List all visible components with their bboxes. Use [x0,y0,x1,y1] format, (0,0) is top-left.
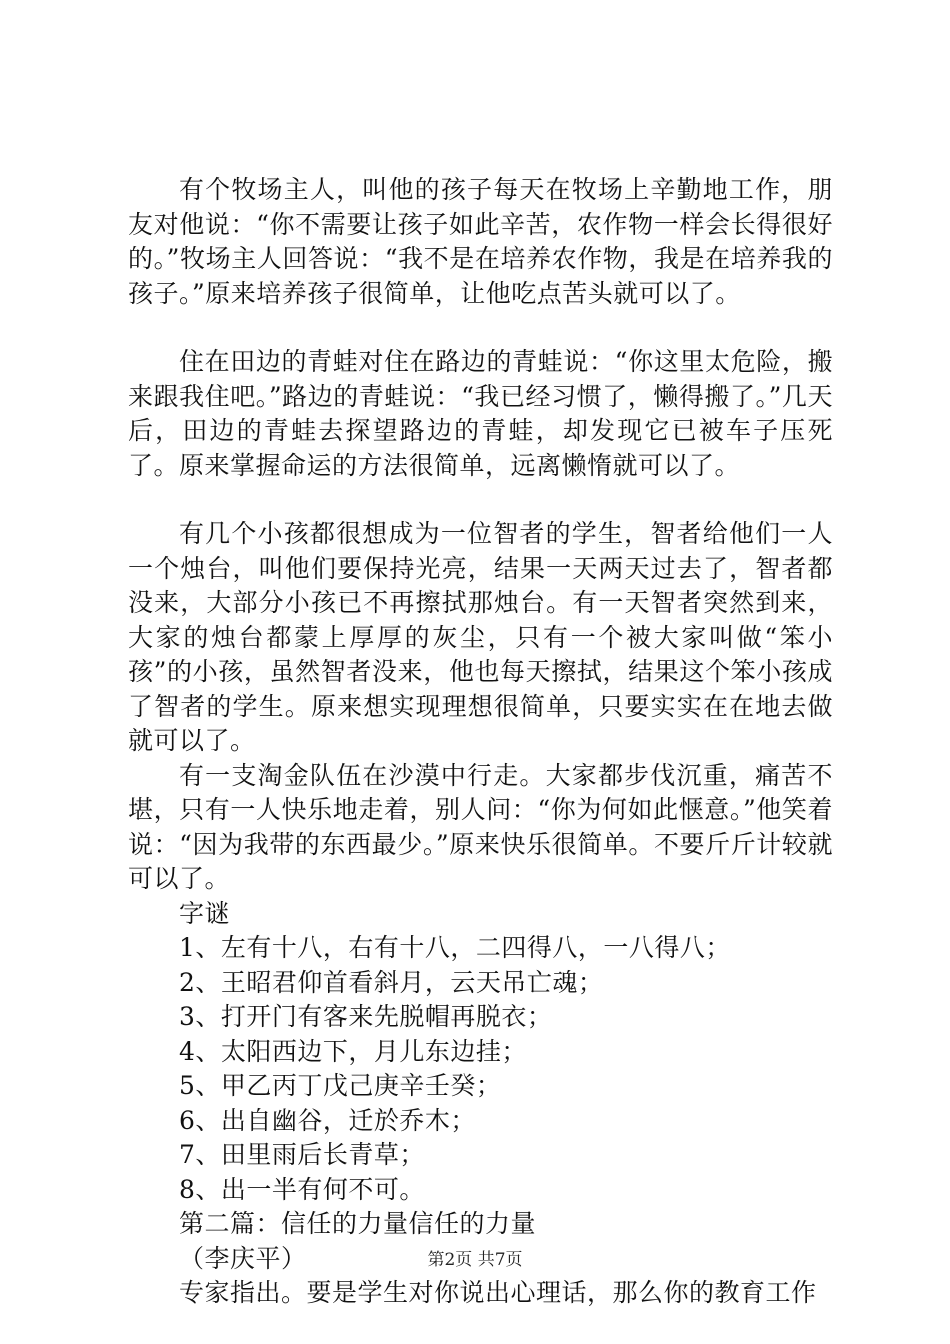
section-author: （李庆平） [179,1243,307,1273]
riddle-item-4: 4、太阳西边下，月儿东边挂； [179,1036,527,1066]
riddle-item-8: 8、出一半有何不可。 [179,1174,425,1204]
riddle-item-6: 6、出自幽谷，迁於乔木； [179,1105,476,1135]
paragraph-gap [128,311,833,345]
riddle-item-7: 7、田里雨后长青草； [179,1140,425,1169]
paragraph-gold-diggers: 有一支淘金队伍在沙漠中行走。大家都步伐沉重，痛苦不堪，只有一人快乐地走着，别人问：“你为何如此惬意。”他笑着说：“因为我带的东西最少。”原来快乐很简单。不要斤斤计较就可以了。 [128,760,833,893]
paragraph-candlesticks: 有几个小孩都很想成为一位智者的学生，智者给他们一人一个烛台，叫他们要保持光亮，结果一天两天过去了，智者都没来，大部分小孩已不再擦拭那烛台。有一天智者突然到来，大家的烛台都蒙上厚厚的灰尘，只有一个被大家叫做“笨小孩”的小孩，虽然智者没来，他也每天擦拭，结果这个笨小孩成了智者的学生。原来想实现理想很简单，只要实实在在地去做就可以了。 [128,519,833,755]
riddle-item-2: 2、王昭君仰首看斜月，云天吊亡魂； [179,967,604,997]
section-opening-text: 专家指出。要是学生对你说出心理话，那么你的教育工作 [179,1278,817,1307]
paragraph-frogs: 住在田边的青蛙对住在路边的青蛙说：“你这里太危险，搬来跟我住吧。”路边的青蛙说：“我已经习惯了，懒得搬了。”几天后，田边的青蛙去探望路边的青蛙，却发现它已被车子压死了。原来掌握命运的方法很简单，远离懒惰就可以了。 [128,347,833,480]
riddle-item-3: 3、打开门有客来先脱帽再脱衣； [179,1002,553,1031]
riddle-item-5: 5、甲乙丙丁戊己庚辛壬癸； [179,1071,502,1100]
page-footer: 第2页 共7页 [427,1250,523,1270]
riddle-item-1: 1、左有十八，右有十八，二四得八，一八得八； [179,933,731,962]
document-body [128,173,833,1311]
paragraph-gap [128,483,833,517]
section-title: 第二篇：信任的力量信任的力量 [179,1209,537,1238]
riddles-heading: 字谜 [179,898,231,928]
paragraph-ranch-owner: 有个牧场主人，叫他的孩子每天在牧场上辛勤地工作，朋友对他说：“你不需要让孩子如此辛苦，农作物一样会长得很好的。”牧场主人回答说：“我不是在培养农作物，我是在培养我的孩子。”原来培养孩子很简单，让他吃点苦头就可以了。 [128,175,833,308]
